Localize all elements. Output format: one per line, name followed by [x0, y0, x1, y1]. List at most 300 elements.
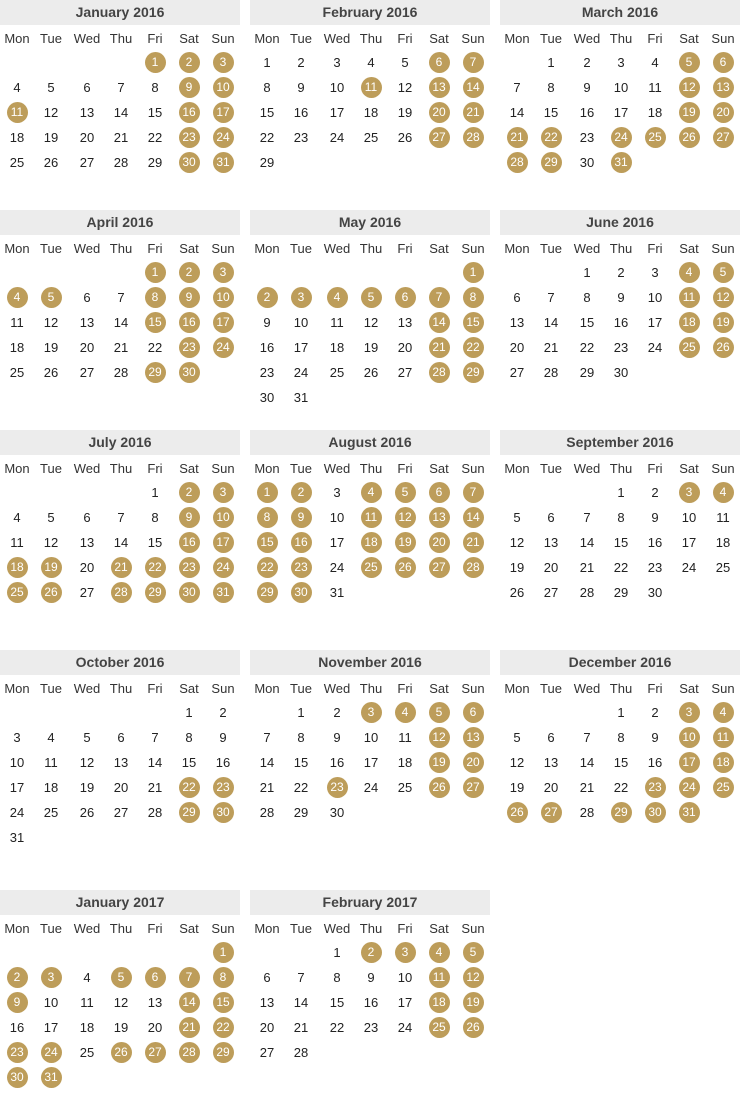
- day-cell[interactable]: [320, 555, 354, 580]
- day-cell-highlighted[interactable]: [206, 505, 240, 530]
- day-cell[interactable]: [0, 125, 34, 150]
- day-cell[interactable]: [0, 150, 34, 175]
- day-cell[interactable]: [284, 750, 318, 775]
- day-cell[interactable]: [0, 775, 34, 800]
- day-cell-highlighted[interactable]: [206, 50, 240, 75]
- day-cell-highlighted[interactable]: [456, 260, 490, 285]
- day-cell[interactable]: [570, 580, 604, 605]
- day-cell[interactable]: [284, 1015, 318, 1040]
- day-cell-highlighted[interactable]: [422, 1015, 456, 1040]
- day-cell-highlighted[interactable]: [456, 940, 490, 965]
- day-cell[interactable]: [0, 360, 34, 385]
- day-cell[interactable]: [388, 750, 422, 775]
- day-cell-highlighted[interactable]: [354, 285, 388, 310]
- day-cell[interactable]: [604, 775, 638, 800]
- day-cell-highlighted[interactable]: [706, 775, 740, 800]
- day-cell-highlighted[interactable]: [172, 260, 206, 285]
- day-cell[interactable]: [534, 725, 568, 750]
- day-cell[interactable]: [388, 100, 422, 125]
- day-cell[interactable]: [638, 310, 672, 335]
- day-cell[interactable]: [706, 530, 740, 555]
- day-cell-highlighted[interactable]: [672, 285, 706, 310]
- day-cell-highlighted[interactable]: [138, 965, 172, 990]
- day-cell[interactable]: [320, 990, 354, 1015]
- day-cell-highlighted[interactable]: [604, 150, 638, 175]
- day-cell-highlighted[interactable]: [320, 775, 354, 800]
- day-cell-highlighted[interactable]: [206, 1015, 240, 1040]
- day-cell-highlighted[interactable]: [672, 480, 706, 505]
- day-cell-highlighted[interactable]: [206, 580, 240, 605]
- day-cell[interactable]: [138, 530, 172, 555]
- day-cell[interactable]: [604, 335, 638, 360]
- day-cell-highlighted[interactable]: [206, 990, 240, 1015]
- day-cell-highlighted[interactable]: [172, 1015, 206, 1040]
- day-cell[interactable]: [638, 725, 672, 750]
- day-cell-highlighted[interactable]: [172, 150, 206, 175]
- day-cell-highlighted[interactable]: [672, 800, 706, 825]
- day-cell-highlighted[interactable]: [422, 50, 456, 75]
- day-cell-highlighted[interactable]: [138, 555, 172, 580]
- day-cell[interactable]: [284, 310, 318, 335]
- day-cell[interactable]: [70, 505, 104, 530]
- day-cell-highlighted[interactable]: [706, 125, 740, 150]
- day-cell-highlighted[interactable]: [422, 360, 456, 385]
- day-cell[interactable]: [570, 800, 604, 825]
- day-cell[interactable]: [500, 530, 534, 555]
- day-cell-highlighted[interactable]: [672, 775, 706, 800]
- day-cell[interactable]: [388, 725, 422, 750]
- day-cell-highlighted[interactable]: [706, 750, 740, 775]
- day-cell-highlighted[interactable]: [456, 530, 490, 555]
- day-cell[interactable]: [0, 725, 34, 750]
- day-cell-highlighted[interactable]: [706, 700, 740, 725]
- day-cell-highlighted[interactable]: [0, 580, 34, 605]
- day-cell[interactable]: [388, 310, 422, 335]
- day-cell-highlighted[interactable]: [706, 725, 740, 750]
- day-cell[interactable]: [604, 750, 638, 775]
- day-cell[interactable]: [570, 150, 604, 175]
- day-cell[interactable]: [34, 75, 68, 100]
- day-cell-highlighted[interactable]: [172, 555, 206, 580]
- day-cell[interactable]: [604, 285, 638, 310]
- day-cell[interactable]: [250, 75, 284, 100]
- day-cell[interactable]: [604, 555, 638, 580]
- day-cell[interactable]: [638, 75, 672, 100]
- day-cell-highlighted[interactable]: [604, 125, 638, 150]
- day-cell[interactable]: [354, 965, 388, 990]
- day-cell-highlighted[interactable]: [104, 965, 138, 990]
- day-cell[interactable]: [388, 775, 422, 800]
- day-cell-highlighted[interactable]: [284, 555, 318, 580]
- day-cell-highlighted[interactable]: [456, 50, 490, 75]
- day-cell[interactable]: [320, 1015, 354, 1040]
- day-cell-highlighted[interactable]: [250, 530, 284, 555]
- day-cell-highlighted[interactable]: [0, 965, 34, 990]
- day-cell-highlighted[interactable]: [172, 505, 206, 530]
- day-cell-highlighted[interactable]: [172, 775, 206, 800]
- day-cell[interactable]: [250, 335, 284, 360]
- day-cell[interactable]: [104, 150, 138, 175]
- day-cell-highlighted[interactable]: [638, 125, 672, 150]
- day-cell-highlighted[interactable]: [250, 555, 284, 580]
- day-cell[interactable]: [104, 125, 138, 150]
- day-cell-highlighted[interactable]: [534, 125, 568, 150]
- day-cell[interactable]: [500, 310, 534, 335]
- day-cell[interactable]: [534, 335, 568, 360]
- day-cell[interactable]: [534, 580, 568, 605]
- day-cell-highlighted[interactable]: [422, 335, 456, 360]
- day-cell-highlighted[interactable]: [422, 480, 456, 505]
- day-cell-highlighted[interactable]: [388, 480, 422, 505]
- day-cell-highlighted[interactable]: [388, 530, 422, 555]
- day-cell[interactable]: [138, 150, 172, 175]
- day-cell-highlighted[interactable]: [456, 310, 490, 335]
- day-cell[interactable]: [320, 505, 354, 530]
- day-cell[interactable]: [388, 335, 422, 360]
- day-cell[interactable]: [604, 480, 638, 505]
- day-cell[interactable]: [570, 750, 604, 775]
- day-cell[interactable]: [250, 725, 284, 750]
- day-cell-highlighted[interactable]: [422, 100, 456, 125]
- day-cell-highlighted[interactable]: [284, 505, 318, 530]
- day-cell-highlighted[interactable]: [250, 505, 284, 530]
- day-cell[interactable]: [320, 50, 354, 75]
- day-cell-highlighted[interactable]: [172, 285, 206, 310]
- day-cell-highlighted[interactable]: [354, 505, 388, 530]
- day-cell[interactable]: [70, 1015, 104, 1040]
- day-cell[interactable]: [534, 505, 568, 530]
- day-cell[interactable]: [250, 310, 284, 335]
- day-cell-highlighted[interactable]: [34, 555, 68, 580]
- day-cell[interactable]: [320, 750, 354, 775]
- day-cell-highlighted[interactable]: [422, 530, 456, 555]
- day-cell-highlighted[interactable]: [0, 100, 34, 125]
- day-cell-highlighted[interactable]: [354, 75, 388, 100]
- day-cell[interactable]: [104, 360, 138, 385]
- day-cell-highlighted[interactable]: [672, 75, 706, 100]
- day-cell[interactable]: [34, 125, 68, 150]
- day-cell-highlighted[interactable]: [284, 285, 318, 310]
- day-cell[interactable]: [354, 125, 388, 150]
- day-cell[interactable]: [250, 1040, 284, 1065]
- day-cell[interactable]: [284, 100, 318, 125]
- day-cell-highlighted[interactable]: [206, 150, 240, 175]
- day-cell[interactable]: [206, 725, 240, 750]
- day-cell[interactable]: [34, 310, 68, 335]
- day-cell[interactable]: [570, 335, 604, 360]
- day-cell[interactable]: [534, 310, 568, 335]
- day-cell[interactable]: [70, 335, 104, 360]
- day-cell[interactable]: [534, 750, 568, 775]
- day-cell-highlighted[interactable]: [320, 285, 354, 310]
- day-cell-highlighted[interactable]: [34, 580, 68, 605]
- day-cell[interactable]: [250, 800, 284, 825]
- day-cell-highlighted[interactable]: [456, 750, 490, 775]
- day-cell-highlighted[interactable]: [250, 580, 284, 605]
- day-cell[interactable]: [534, 75, 568, 100]
- day-cell[interactable]: [70, 310, 104, 335]
- day-cell-highlighted[interactable]: [706, 260, 740, 285]
- day-cell-highlighted[interactable]: [138, 285, 172, 310]
- day-cell-highlighted[interactable]: [172, 965, 206, 990]
- day-cell[interactable]: [138, 725, 172, 750]
- day-cell[interactable]: [706, 555, 740, 580]
- day-cell-highlighted[interactable]: [206, 965, 240, 990]
- day-cell[interactable]: [104, 990, 138, 1015]
- day-cell[interactable]: [570, 530, 604, 555]
- day-cell-highlighted[interactable]: [206, 940, 240, 965]
- day-cell[interactable]: [70, 555, 104, 580]
- day-cell[interactable]: [0, 1015, 34, 1040]
- day-cell[interactable]: [638, 555, 672, 580]
- day-cell[interactable]: [354, 360, 388, 385]
- day-cell[interactable]: [34, 335, 68, 360]
- day-cell-highlighted[interactable]: [638, 775, 672, 800]
- day-cell[interactable]: [534, 555, 568, 580]
- day-cell[interactable]: [70, 285, 104, 310]
- day-cell[interactable]: [284, 1040, 318, 1065]
- day-cell-highlighted[interactable]: [172, 310, 206, 335]
- day-cell-highlighted[interactable]: [172, 800, 206, 825]
- day-cell-highlighted[interactable]: [34, 1065, 68, 1090]
- day-cell[interactable]: [104, 750, 138, 775]
- day-cell[interactable]: [500, 750, 534, 775]
- day-cell[interactable]: [500, 555, 534, 580]
- day-cell[interactable]: [534, 50, 568, 75]
- day-cell-highlighted[interactable]: [138, 260, 172, 285]
- day-cell-highlighted[interactable]: [672, 335, 706, 360]
- day-cell[interactable]: [70, 775, 104, 800]
- day-cell[interactable]: [284, 725, 318, 750]
- day-cell[interactable]: [320, 360, 354, 385]
- day-cell-highlighted[interactable]: [354, 530, 388, 555]
- day-cell[interactable]: [638, 480, 672, 505]
- day-cell[interactable]: [284, 50, 318, 75]
- day-cell-highlighted[interactable]: [138, 1040, 172, 1065]
- day-cell-highlighted[interactable]: [206, 310, 240, 335]
- day-cell[interactable]: [138, 75, 172, 100]
- day-cell-highlighted[interactable]: [0, 1065, 34, 1090]
- day-cell[interactable]: [354, 750, 388, 775]
- day-cell-highlighted[interactable]: [388, 285, 422, 310]
- day-cell[interactable]: [320, 75, 354, 100]
- day-cell[interactable]: [138, 480, 172, 505]
- day-cell-highlighted[interactable]: [284, 530, 318, 555]
- day-cell[interactable]: [104, 285, 138, 310]
- day-cell[interactable]: [138, 750, 172, 775]
- day-cell[interactable]: [104, 800, 138, 825]
- day-cell-highlighted[interactable]: [604, 800, 638, 825]
- day-cell[interactable]: [34, 800, 68, 825]
- day-cell-highlighted[interactable]: [172, 990, 206, 1015]
- day-cell[interactable]: [388, 1015, 422, 1040]
- day-cell[interactable]: [638, 335, 672, 360]
- day-cell[interactable]: [570, 75, 604, 100]
- day-cell-highlighted[interactable]: [706, 75, 740, 100]
- day-cell-highlighted[interactable]: [172, 1040, 206, 1065]
- day-cell-highlighted[interactable]: [534, 800, 568, 825]
- day-cell-highlighted[interactable]: [456, 125, 490, 150]
- day-cell-highlighted[interactable]: [104, 580, 138, 605]
- day-cell-highlighted[interactable]: [34, 965, 68, 990]
- day-cell-highlighted[interactable]: [456, 1015, 490, 1040]
- day-cell[interactable]: [604, 505, 638, 530]
- day-cell[interactable]: [34, 150, 68, 175]
- day-cell-highlighted[interactable]: [500, 800, 534, 825]
- day-cell-highlighted[interactable]: [284, 480, 318, 505]
- day-cell[interactable]: [34, 530, 68, 555]
- day-cell-highlighted[interactable]: [422, 505, 456, 530]
- day-cell-highlighted[interactable]: [206, 100, 240, 125]
- day-cell[interactable]: [638, 750, 672, 775]
- day-cell-highlighted[interactable]: [672, 50, 706, 75]
- day-cell[interactable]: [0, 505, 34, 530]
- day-cell-highlighted[interactable]: [0, 990, 34, 1015]
- day-cell-highlighted[interactable]: [138, 360, 172, 385]
- day-cell-highlighted[interactable]: [456, 725, 490, 750]
- day-cell[interactable]: [638, 580, 672, 605]
- day-cell-highlighted[interactable]: [104, 555, 138, 580]
- day-cell[interactable]: [638, 700, 672, 725]
- day-cell[interactable]: [604, 260, 638, 285]
- day-cell-highlighted[interactable]: [706, 285, 740, 310]
- day-cell-highlighted[interactable]: [672, 260, 706, 285]
- day-cell-highlighted[interactable]: [706, 50, 740, 75]
- day-cell[interactable]: [570, 725, 604, 750]
- day-cell[interactable]: [284, 700, 318, 725]
- day-cell-highlighted[interactable]: [206, 800, 240, 825]
- day-cell-highlighted[interactable]: [388, 555, 422, 580]
- day-cell[interactable]: [0, 530, 34, 555]
- day-cell-highlighted[interactable]: [0, 555, 34, 580]
- day-cell[interactable]: [604, 360, 638, 385]
- day-cell-highlighted[interactable]: [672, 750, 706, 775]
- day-cell[interactable]: [70, 750, 104, 775]
- day-cell[interactable]: [104, 1015, 138, 1040]
- day-cell-highlighted[interactable]: [422, 700, 456, 725]
- day-cell[interactable]: [638, 260, 672, 285]
- day-cell-highlighted[interactable]: [456, 480, 490, 505]
- day-cell-highlighted[interactable]: [206, 335, 240, 360]
- day-cell-highlighted[interactable]: [456, 555, 490, 580]
- day-cell[interactable]: [138, 505, 172, 530]
- day-cell[interactable]: [104, 75, 138, 100]
- day-cell[interactable]: [604, 310, 638, 335]
- day-cell[interactable]: [388, 125, 422, 150]
- day-cell[interactable]: [70, 965, 104, 990]
- day-cell[interactable]: [70, 360, 104, 385]
- day-cell[interactable]: [0, 310, 34, 335]
- day-cell[interactable]: [570, 50, 604, 75]
- day-cell-highlighted[interactable]: [706, 480, 740, 505]
- day-cell[interactable]: [250, 1015, 284, 1040]
- day-cell[interactable]: [34, 100, 68, 125]
- day-cell[interactable]: [570, 555, 604, 580]
- day-cell[interactable]: [570, 775, 604, 800]
- day-cell[interactable]: [354, 310, 388, 335]
- day-cell-highlighted[interactable]: [706, 335, 740, 360]
- day-cell-highlighted[interactable]: [138, 580, 172, 605]
- day-cell[interactable]: [138, 335, 172, 360]
- day-cell[interactable]: [138, 100, 172, 125]
- day-cell[interactable]: [534, 775, 568, 800]
- day-cell[interactable]: [320, 100, 354, 125]
- day-cell-highlighted[interactable]: [250, 285, 284, 310]
- day-cell-highlighted[interactable]: [34, 1040, 68, 1065]
- day-cell-highlighted[interactable]: [206, 480, 240, 505]
- day-cell[interactable]: [70, 1040, 104, 1065]
- day-cell[interactable]: [500, 580, 534, 605]
- day-cell-highlighted[interactable]: [172, 480, 206, 505]
- day-cell[interactable]: [70, 990, 104, 1015]
- day-cell-highlighted[interactable]: [250, 480, 284, 505]
- day-cell-highlighted[interactable]: [422, 725, 456, 750]
- day-cell-highlighted[interactable]: [422, 965, 456, 990]
- day-cell-highlighted[interactable]: [456, 360, 490, 385]
- day-cell[interactable]: [104, 505, 138, 530]
- day-cell-highlighted[interactable]: [206, 530, 240, 555]
- day-cell[interactable]: [70, 530, 104, 555]
- day-cell-highlighted[interactable]: [172, 100, 206, 125]
- day-cell-highlighted[interactable]: [206, 75, 240, 100]
- day-cell[interactable]: [638, 505, 672, 530]
- day-cell[interactable]: [354, 775, 388, 800]
- day-cell[interactable]: [604, 530, 638, 555]
- day-cell[interactable]: [354, 725, 388, 750]
- day-cell-highlighted[interactable]: [206, 1040, 240, 1065]
- day-cell[interactable]: [34, 725, 68, 750]
- day-cell-highlighted[interactable]: [500, 125, 534, 150]
- day-cell[interactable]: [250, 125, 284, 150]
- day-cell[interactable]: [34, 750, 68, 775]
- day-cell[interactable]: [320, 800, 354, 825]
- day-cell[interactable]: [672, 555, 706, 580]
- day-cell[interactable]: [320, 335, 354, 360]
- day-cell-highlighted[interactable]: [672, 310, 706, 335]
- day-cell-highlighted[interactable]: [104, 1040, 138, 1065]
- day-cell[interactable]: [138, 990, 172, 1015]
- day-cell[interactable]: [0, 75, 34, 100]
- day-cell[interactable]: [284, 385, 318, 410]
- day-cell[interactable]: [250, 50, 284, 75]
- day-cell-highlighted[interactable]: [422, 285, 456, 310]
- day-cell-highlighted[interactable]: [456, 75, 490, 100]
- day-cell-highlighted[interactable]: [206, 260, 240, 285]
- day-cell[interactable]: [320, 580, 354, 605]
- day-cell[interactable]: [70, 150, 104, 175]
- day-cell[interactable]: [284, 990, 318, 1015]
- day-cell-highlighted[interactable]: [172, 530, 206, 555]
- day-cell-highlighted[interactable]: [354, 940, 388, 965]
- day-cell[interactable]: [604, 725, 638, 750]
- day-cell-highlighted[interactable]: [172, 75, 206, 100]
- day-cell[interactable]: [0, 335, 34, 360]
- day-cell[interactable]: [206, 700, 240, 725]
- day-cell[interactable]: [534, 360, 568, 385]
- day-cell[interactable]: [172, 725, 206, 750]
- day-cell[interactable]: [70, 100, 104, 125]
- day-cell-highlighted[interactable]: [456, 990, 490, 1015]
- day-cell[interactable]: [388, 990, 422, 1015]
- day-cell-highlighted[interactable]: [0, 1040, 34, 1065]
- day-cell-highlighted[interactable]: [206, 285, 240, 310]
- day-cell[interactable]: [284, 125, 318, 150]
- day-cell[interactable]: [138, 775, 172, 800]
- day-cell[interactable]: [500, 360, 534, 385]
- day-cell[interactable]: [500, 100, 534, 125]
- day-cell-highlighted[interactable]: [206, 775, 240, 800]
- day-cell-highlighted[interactable]: [456, 100, 490, 125]
